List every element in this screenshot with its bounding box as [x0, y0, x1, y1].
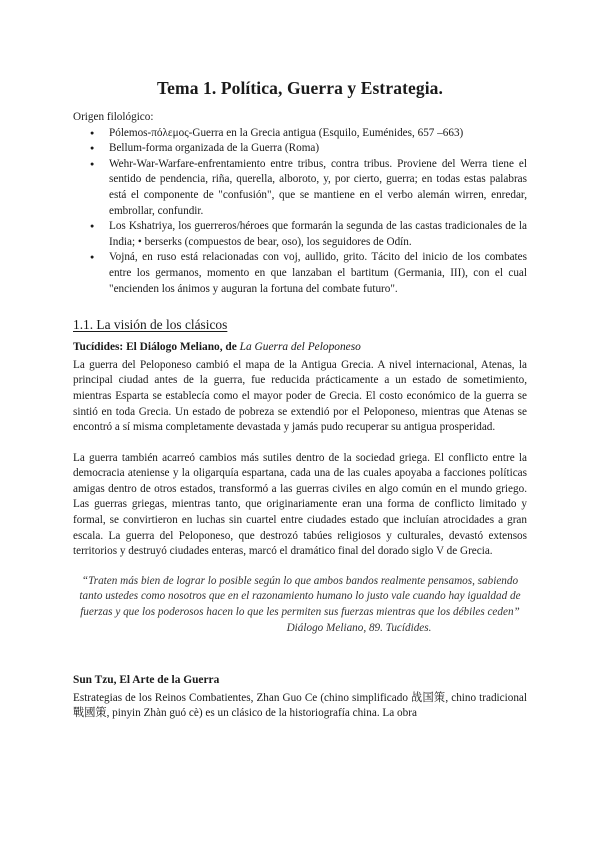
body-paragraph: Estrategias de los Reinos Combatientes, Zhan Guo Ce (chino simplificado 战国策, chino tradicional 戰國策, pinyin Zhàn guó cè) es un clásico de la historiografía china. La obra — [73, 691, 527, 720]
quote-attribution: Diálogo Meliano, 89. Tucídides. — [286, 621, 432, 634]
origin-list — [73, 126, 527, 298]
list-item: ● Vojná, en ruso está relacionadas con voj, aullido, grito. Tácito del inicio de los combates entre los germanos, momento en que lanzaban el bartitum (Germania, III), con el cual "encienden los ánimos y auguran la fortuna del combate futuro". — [109, 250, 527, 297]
list-item: ● Wehr-War-Warfare-enfrentamiento entre tribus, contra tribus. Proviene del Werra tiene el sentido de pendencia, riña, querella, alboroto, y, por cierto, guerra; en todas estas palabras está el componente de "confusión", que se mantiene en el verbo alemán wirren, enredar, embrollar, confundir. — [109, 157, 527, 219]
origin-label: Origen filológico: — [73, 111, 154, 123]
subhead-italic: La Guerra del Peloponeso — [239, 341, 361, 354]
list-item: ● Los Kshatriya, los guerreros/héroes que formarán la segunda de las castas tradicionales de la India; • berserks (compuestos de bear, oso), los seguidores de Odín. — [109, 219, 527, 250]
subhead-bold: Tucídides: El Diálogo Meliano, de — [73, 341, 240, 354]
page-title: Tema 1. Política, Guerra y Estrategia. — [156, 78, 443, 98]
list-item: ● Bellum-forma organizada de la Guerra (Roma) — [109, 141, 527, 157]
subsection-heading — [73, 340, 527, 356]
subsection-heading-sun-tzu: Sun Tzu, El Arte de la Guerra — [73, 674, 220, 687]
block-quote: “Traten más bien de lograr lo posible según lo que ambos bandos realmente pensamos, sabiendo tanto ustedes como nosotros que en el razonamiento humano lo justo vale cuando hay igualdad de fuerzas y que los poderosos hacen lo que les permiten sus fuerzas mientras que los débiles ceden” — [79, 574, 521, 619]
document-page — [73, 0, 527, 722]
body-paragraph: La guerra del Peloponeso cambió el mapa de la Antigua Grecia. A nivel internacional, Atenas, la principal ciudad antes de la guerra, fue reducida prácticamente a un estado de sometimiento, mientras Esparta se establecía como el mayor poder de Grecia. El costo económico de la guerra se sintió en toda Grecia. Un estado de pobreza se extendió por el Peloponeso, mientras que Atenas se encontró a sí misma completamente devastada y jamás pudo recuperar su antigua prosperidad. — [73, 358, 527, 434]
section-heading: 1.1. La visión de los clásicos — [73, 317, 228, 333]
list-item: ● Pólemos-πόλεμος-Guerra en la Grecia antigua (Esquilo, Euménides, 657 –663) — [109, 126, 527, 142]
body-paragraph: La guerra también acarreó cambios más sutiles dentro de la sociedad griega. El conflicto entre la democracia ateniense y la oligarquía espartana, cada una de las cuales apoyaba a facciones políticas amigas dentro de otros estados, transformó a las guerras civiles en algo común en el mundo griego. Las guerras griegas, mientras tanto, que originariamente eran una forma de conflicto limitado y formal, se convirtieron en luchas sin cuartel entre ciudades estado que incluían atrocidades a gran escala. La guerra del Peloponeso, que destrozó tabúes religiosos y culturales, devastó extensos territorios y destruyó ciudades enteras, marcó el dramático final del dorado siglo V de Grecia. — [73, 451, 527, 558]
